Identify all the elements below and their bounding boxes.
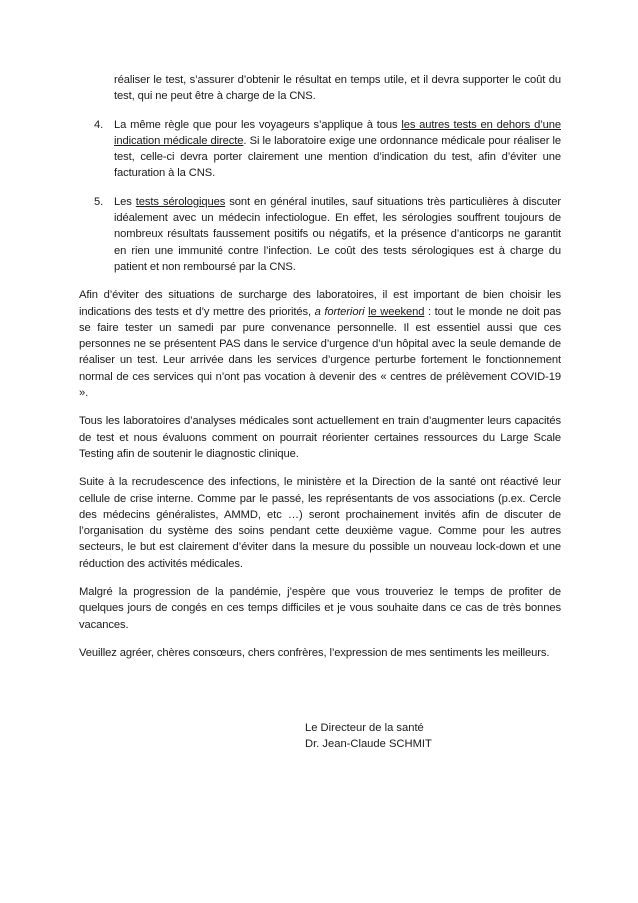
signature-name: Dr. Jean-Claude SCHMIT xyxy=(305,738,432,751)
list-item-3-continuation: réaliser le test, s’assurer d’obtenir le résultat en temps utile, et il devra supporter le coût du test, qui ne peut être à charge de la CNS. xyxy=(114,74,561,103)
paragraph-laboratory-overload: Afin d’éviter des situations de surcharge des laboratoires, il est important de bien choisir les indications des tests et d’y mettre des priorités, a forteriori le weekend : tout le monde ne doit pas se faire tester un samedi par pure convenance personnelle. Il est essentiel aussi que ces personnes ne se présentent PAS dans le service d’urgence d’un hôpital avec la seule demande de réaliser un test. Leur arrivée dans les services d’urgence perturbe fortement le fonctionnement normal de ces services qui n’ont pas vocation à devenir des « centres de prélèvement COVID-19 ». xyxy=(79,289,561,400)
italic-phrase: a forteriori xyxy=(314,305,365,318)
paragraph-crisis-cell: Suite à la recrudescence des infections, le ministère et la Direction de la santé ont réactivé leur cellule de crise interne. Comme par le passé, les représentants de vos associations (p.ex. Cercle des médecins généralistes, AMMD, etc …) seront prochainement invités afin de discuter de l’organisation du système des soins pendant cette deuxième vague. Comme pour les autres secteurs, le but est clairement d’éviter dans la mesure du possible un nouveau lock-down et une réduction des activités médicales. xyxy=(79,476,561,570)
paragraph-laboratory-capacity: Tous les laboratoires d’analyses médicales sont actuellement en train d’augmenter leurs capacités de test et nous évaluons comment on pourrait réorienter certaines ressources du Large Scale Testing afin de soutenir le diagnostic clinique. xyxy=(79,415,561,460)
list-item-text: . Si le laboratoire exige une ordonnance médicale pour réaliser le test, celle-ci devra porter clairement une mention d’indication du test, afin d’éviter une facturation à la CNS. xyxy=(114,134,561,180)
underlined-phrase: tests sérologiques xyxy=(135,195,226,208)
list-item-5 xyxy=(94,194,561,275)
list-item-4 xyxy=(94,117,561,182)
signature-title: Le Directeur de la santé xyxy=(305,722,424,734)
signature-block xyxy=(305,720,432,753)
paragraph-holidays: Malgré la progression de la pandémie, j’espère que vous trouveriez le temps de profiter de quelques jours de congés en ces temps difficiles et je vous souhaite dans ce cas de très bonnes vacances. xyxy=(79,586,561,631)
list-item-text: Les xyxy=(114,195,136,208)
list-number: 5. xyxy=(94,195,104,208)
paragraph-closing: Veuillez agréer, chères consœurs, chers confrères, l’expression de mes sentiments les meilleurs. xyxy=(79,646,550,659)
list-item-text: La même règle que pour les voyageurs s’applique à tous xyxy=(114,118,402,131)
underlined-phrase: le weekend xyxy=(368,305,425,318)
list-item-text: sont en général inutiles, sauf situations très particulières à discuter idéalement avec un médecin infectiologue. En effet, les sérologies souffrent toujours de nombreux résultats faussement positifs ou négatifs, et la présence d’anticorps ne garantit en rien une immunité contre l’infection. Le coût des tests sérologiques est à charge du patient et non remboursé par la CNS. xyxy=(114,195,561,273)
list-number: 4. xyxy=(94,118,104,131)
letter-body xyxy=(79,72,561,673)
underlined-phrase: les autres tests en dehors d’une indication médicale directe xyxy=(114,118,561,147)
